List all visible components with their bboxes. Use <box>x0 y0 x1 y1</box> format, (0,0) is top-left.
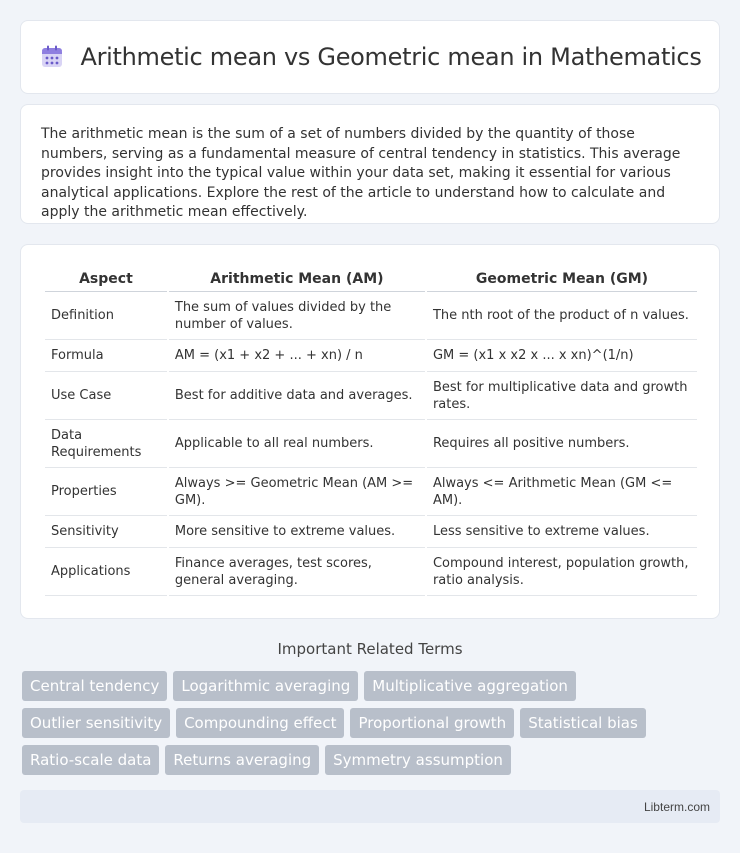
intro-card <box>20 104 720 224</box>
row-label: Applications <box>45 548 167 596</box>
table-row <box>45 420 697 468</box>
related-term-tag[interactable]: Multiplicative aggregation <box>364 671 576 701</box>
calendar-grid-icon <box>38 43 66 71</box>
intro-paragraph: The arithmetic mean is the sum of a set of numbers divided by the quantity of those numbers, serving as a fundamental measure of central tendency in statistics. This average provides insight into the typical value within your data set, making it essential for various analytical applications. Explore the rest of the article to understand how to calculate and apply the arithmetic mean effectively. <box>41 126 681 220</box>
row-label: Data Requirements <box>45 420 167 468</box>
gm-cell: Always <= Arithmetic Mean (GM <= AM). <box>427 468 697 516</box>
row-label: Properties <box>45 468 167 516</box>
gm-cell: GM = (x1 x x2 x ... x xn)^(1/n) <box>427 340 697 372</box>
am-cell: Applicable to all real numbers. <box>169 420 425 468</box>
table-row <box>45 468 697 516</box>
am-cell: Finance averages, test scores, general averaging. <box>169 548 425 596</box>
header-card <box>20 20 720 94</box>
row-label: Sensitivity <box>45 516 167 548</box>
related-term-tag[interactable]: Central tendency <box>22 671 167 701</box>
related-term-tag[interactable]: Returns averaging <box>165 745 319 775</box>
header-geometric-mean: Geometric Mean (GM) <box>427 265 697 292</box>
related-term-tag[interactable]: Statistical bias <box>520 708 646 738</box>
table-row <box>45 516 697 548</box>
footer-brand-link[interactable]: Libterm.com <box>643 799 710 814</box>
footer <box>20 790 720 823</box>
page-title: Arithmetic mean vs Geometric mean in Mathematics <box>80 43 702 71</box>
comparison-table-card <box>20 244 720 619</box>
row-label: Use Case <box>45 372 167 420</box>
related-term-tag[interactable]: Ratio-scale data <box>22 745 159 775</box>
am-cell: More sensitive to extreme values. <box>169 516 425 548</box>
table-row <box>45 292 697 340</box>
related-term-tag[interactable]: Compounding effect <box>176 708 344 738</box>
related-term-tag[interactable]: Outlier sensitivity <box>22 708 170 738</box>
am-cell: The sum of values divided by the number of values. <box>169 292 425 340</box>
am-cell: AM = (x1 + x2 + ... + xn) / n <box>169 340 425 372</box>
table-row <box>45 340 697 372</box>
header-arithmetic-mean: Arithmetic Mean (AM) <box>169 265 425 292</box>
related-term-tag[interactable]: Logarithmic averaging <box>173 671 358 701</box>
related-term-tag[interactable]: Proportional growth <box>350 708 514 738</box>
am-cell: Always >= Geometric Mean (AM >= GM). <box>169 468 425 516</box>
table-header-row <box>45 265 697 292</box>
table-row <box>45 548 697 596</box>
related-terms-title: Important Related Terms <box>277 640 463 658</box>
gm-cell: Best for multiplicative data and growth rates. <box>427 372 697 420</box>
gm-cell: Compound interest, population growth, ratio analysis. <box>427 548 697 596</box>
gm-cell: The nth root of the product of n values. <box>427 292 697 340</box>
related-terms-list <box>22 671 722 775</box>
gm-cell: Requires all positive numbers. <box>427 420 697 468</box>
am-cell: Best for additive data and averages. <box>169 372 425 420</box>
row-label: Definition <box>45 292 167 340</box>
comparison-table <box>43 265 699 596</box>
related-term-tag[interactable]: Symmetry assumption <box>325 745 511 775</box>
row-label: Formula <box>45 340 167 372</box>
table-row <box>45 372 697 420</box>
gm-cell: Less sensitive to extreme values. <box>427 516 697 548</box>
header-aspect: Aspect <box>45 265 167 292</box>
